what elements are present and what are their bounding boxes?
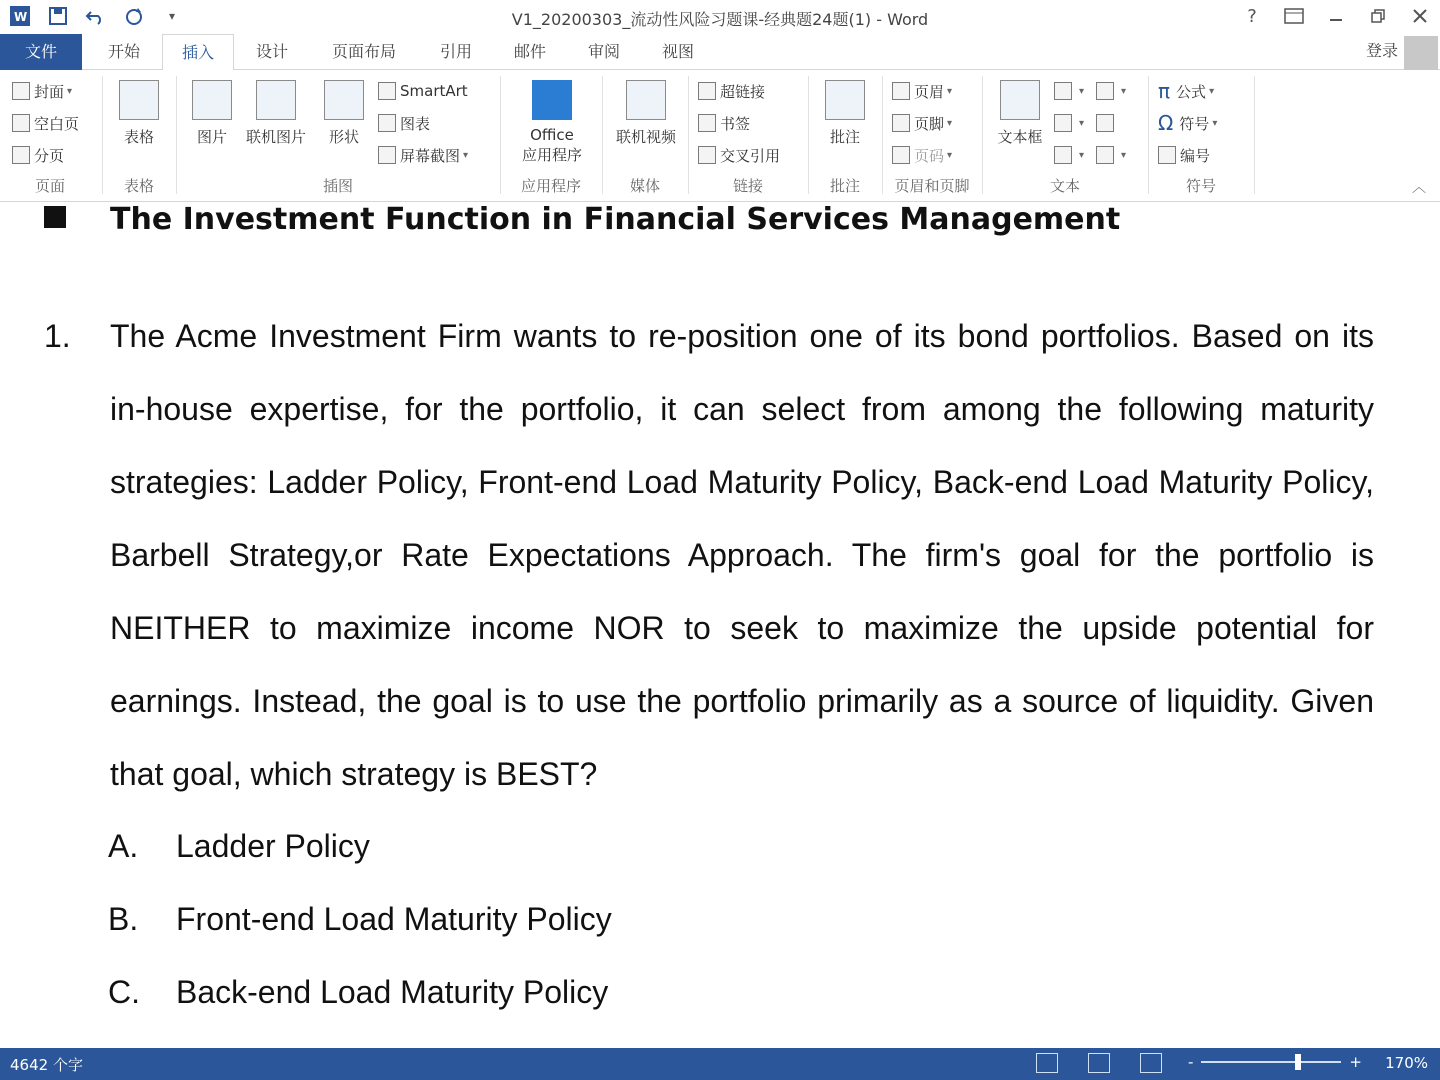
drop-cap-button[interactable]: ▾ — [1054, 142, 1084, 168]
divider — [102, 76, 103, 194]
option-text: Back-end Load Maturity Policy — [176, 974, 609, 1010]
group-label-comments: 批注 — [829, 177, 860, 195]
option-c — [108, 974, 608, 1011]
divider — [808, 76, 809, 194]
textbox-icon — [1000, 80, 1040, 120]
tab-page-layout[interactable]: 页面布局 — [331, 42, 396, 61]
symbol-button[interactable]: Ω 符号 ▾ — [1158, 111, 1218, 135]
view-buttons — [1036, 1053, 1162, 1073]
smartart-icon — [378, 82, 396, 100]
zoom-track[interactable] — [1201, 1061, 1341, 1063]
tab-insert[interactable]: 插入 — [162, 34, 234, 71]
footer-button[interactable]: 页脚 ▾ — [892, 110, 952, 136]
avatar[interactable] — [1404, 36, 1438, 70]
group-comments — [810, 70, 880, 200]
option-letter: C. — [108, 974, 140, 1010]
signature-line-button[interactable]: ▾ — [1096, 78, 1126, 104]
group-label-media: 媒体 — [629, 177, 660, 195]
drop-cap-icon — [1054, 146, 1072, 164]
collapse-ribbon-icon[interactable]: ︿ — [1412, 180, 1426, 196]
login-link[interactable]: 登录 — [1365, 41, 1398, 60]
group-label-illustrations: 插图 — [322, 177, 353, 195]
group-links — [690, 70, 806, 200]
option-b — [108, 901, 612, 938]
group-label-symbols: 符号 — [1185, 177, 1216, 195]
pi-icon: π — [1158, 79, 1171, 103]
blank-page-icon — [12, 114, 30, 132]
cover-page-button[interactable]: 封面 ▾ — [12, 78, 72, 104]
group-media — [604, 70, 686, 200]
header-icon — [892, 82, 910, 100]
page-break-button[interactable]: 分页 — [12, 142, 64, 168]
divider — [500, 76, 501, 194]
option-letter: A. — [108, 828, 139, 864]
zoom-out-button[interactable]: - — [1188, 1053, 1194, 1071]
online-picture-button[interactable]: 联机图片 — [240, 80, 312, 147]
divider — [688, 76, 689, 194]
tab-file[interactable]: 文件 — [0, 34, 82, 70]
page-number-icon — [892, 146, 910, 164]
group-header-footer — [884, 70, 980, 200]
zoom-in-button[interactable]: + — [1349, 1053, 1362, 1071]
group-pages — [0, 70, 100, 200]
print-layout-icon[interactable] — [1088, 1053, 1110, 1073]
screenshot-button[interactable]: 屏幕截图 ▾ — [378, 142, 468, 168]
divider — [982, 76, 983, 194]
screenshot-icon — [378, 146, 396, 164]
hyperlink-icon — [698, 82, 716, 100]
footer-icon — [892, 114, 910, 132]
help-icon[interactable]: ? — [1247, 5, 1257, 27]
wordart-button[interactable]: ▾ — [1054, 110, 1084, 136]
object-button[interactable]: ▾ — [1096, 142, 1126, 168]
number-button[interactable]: 编号 — [1158, 142, 1210, 168]
square-bullet-icon — [44, 206, 66, 228]
close-icon[interactable] — [1408, 4, 1432, 28]
title-bar — [0, 0, 1440, 34]
quick-parts-button[interactable]: ▾ — [1054, 78, 1084, 104]
window-title: V1_20200303_流动性风险习题课-经典题24题(1) - Word — [511, 10, 929, 29]
ribbon-tabs — [0, 34, 1440, 70]
bookmark-button[interactable]: 书签 — [698, 110, 750, 136]
tab-view[interactable]: 视图 — [661, 42, 694, 61]
online-picture-icon — [256, 80, 296, 120]
group-text — [984, 70, 1146, 200]
page-number-button[interactable]: 页码 ▾ — [892, 142, 952, 168]
online-video-icon — [626, 80, 666, 120]
customize-qat-icon[interactable]: ▾ — [168, 9, 176, 23]
blank-page-button[interactable]: 空白页 — [12, 110, 79, 136]
table-button[interactable]: 表格 — [116, 80, 162, 147]
header-button[interactable]: 页眉 ▾ — [892, 78, 952, 104]
tab-home[interactable]: 开始 — [107, 42, 140, 61]
divider — [1254, 76, 1255, 194]
cross-reference-icon — [698, 146, 716, 164]
wordart-icon — [1054, 114, 1072, 132]
zoom-thumb[interactable] — [1295, 1054, 1301, 1070]
group-illustrations — [178, 70, 498, 200]
restore-icon[interactable] — [1366, 4, 1390, 28]
picture-button[interactable]: 图片 — [188, 80, 236, 147]
smartart-button[interactable]: SmartArt — [378, 78, 468, 104]
svg-text:W: W — [14, 10, 28, 24]
option-letter: B. — [108, 901, 139, 937]
option-text: Front-end Load Maturity Policy — [176, 901, 612, 937]
number-icon — [1158, 146, 1176, 164]
quick-parts-icon — [1054, 82, 1072, 100]
comment-button[interactable]: 批注 — [822, 80, 868, 147]
divider — [882, 76, 883, 194]
group-label-header-footer: 页眉和页脚 — [894, 177, 970, 195]
chart-button[interactable]: 图表 — [378, 110, 430, 136]
online-video-button[interactable]: 联机视频 — [608, 80, 684, 147]
textbox-button[interactable]: 文本框 — [988, 80, 1052, 147]
equation-button[interactable]: π 公式 ▾ — [1158, 79, 1215, 103]
cover-page-icon — [12, 82, 30, 100]
date-time-icon — [1096, 114, 1114, 132]
tab-mailings[interactable]: 邮件 — [513, 42, 546, 61]
option-a — [108, 828, 370, 865]
question-number: 1. — [44, 318, 71, 354]
ribbon-display-options-icon[interactable] — [1282, 4, 1306, 28]
tab-review[interactable]: 审阅 — [587, 42, 620, 61]
group-label-pages: 页面 — [34, 177, 65, 195]
picture-icon — [192, 80, 232, 120]
zoom-level[interactable]: 170% — [1385, 1054, 1428, 1072]
omega-icon: Ω — [1158, 111, 1174, 135]
tab-design[interactable]: 设计 — [255, 42, 288, 61]
bookmark-icon — [698, 114, 716, 132]
tab-references[interactable]: 引用 — [439, 42, 472, 61]
hyperlink-button[interactable]: 超链接 — [698, 78, 765, 104]
ribbon-insert — [0, 70, 1440, 202]
office-apps-button[interactable]: Office 应用程序 — [508, 80, 596, 165]
date-time-button[interactable] — [1096, 110, 1118, 136]
status-bar — [0, 1048, 1440, 1080]
divider — [176, 76, 177, 194]
question-text: The Acme Investment Firm wants to re-position one of its bond portfolios. Based on its in-house expertise, for the portfolio, it can select from among the following maturity strategies: Ladder Policy, Front-end Load Maturity Policy, Back-end Load Maturity Policy, Barbell Strategy,or Rate Expectations Approach. The firm's goal for the portfolio is NEITHER to maximize income NOR to seek to maximize the upside potential for earnings. Instead, the goal is to use the portfolio primarily as a source of liquidity. Given that goal, which strategy is BEST? — [110, 318, 1374, 792]
group-tables — [104, 70, 174, 200]
office-store-icon — [532, 80, 572, 120]
divider — [602, 76, 603, 194]
option-text: Ladder Policy — [176, 828, 370, 864]
minimize-icon[interactable] — [1324, 4, 1348, 28]
chart-icon — [378, 114, 396, 132]
group-label-text: 文本 — [1049, 177, 1080, 195]
page-break-icon — [12, 146, 30, 164]
shapes-icon — [324, 80, 364, 120]
object-icon — [1096, 146, 1114, 164]
group-label-apps: 应用程序 — [520, 177, 581, 195]
group-label-tables: 表格 — [123, 177, 154, 195]
signature-line-icon — [1096, 82, 1114, 100]
word-count[interactable]: 4642 个字 — [10, 1056, 83, 1074]
comment-icon — [825, 80, 865, 120]
window-controls — [1240, 4, 1432, 28]
web-layout-icon[interactable] — [1140, 1053, 1162, 1073]
group-symbols — [1150, 70, 1252, 200]
section-heading: The Investment Function in Financial Services Management — [110, 202, 1121, 237]
read-mode-icon[interactable] — [1036, 1053, 1058, 1073]
group-apps — [502, 70, 600, 200]
divider — [1148, 76, 1149, 194]
group-label-links: 链接 — [732, 177, 763, 195]
table-icon — [119, 80, 159, 120]
shapes-button[interactable]: 形状 — [316, 80, 372, 147]
zoom-slider[interactable] — [1188, 1053, 1362, 1071]
document-area[interactable] — [0, 202, 1440, 1048]
cross-reference-button[interactable]: 交叉引用 — [698, 142, 780, 168]
